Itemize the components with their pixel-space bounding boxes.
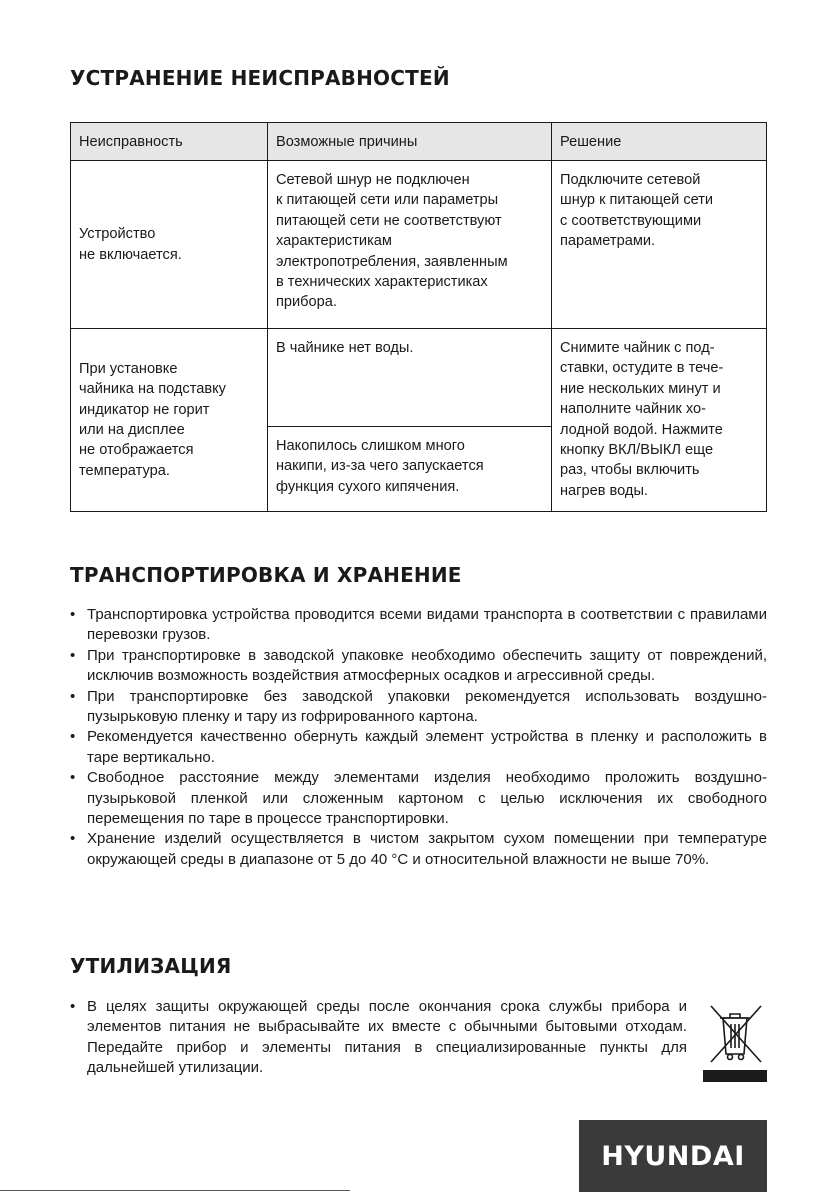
solution-cell: Подключите сетевой шнур к питающей сети с соответствующими параметрами.: [552, 161, 767, 329]
troubleshooting-table: [70, 122, 767, 512]
cause-cell: Сетевой шнур не подключен к питающей сети или параметры питающей сети не соответствуют характеристикам электропотребления, заявленным в технических характеристиках прибора.: [268, 161, 552, 329]
cause-cell: В чайнике нет воды.: [268, 329, 552, 427]
section-title-transport: ТРАНСПОРТИРОВКА И ХРАНЕНИЕ: [70, 563, 462, 587]
list-item: • Хранение изделий осуществляется в чистом закрытом сухом помещении при температуре окружающей среды в диапазоне от 5 до 40 °С и относительной влажности не выше 70%.: [70, 829, 767, 870]
footer-divider: [0, 1190, 350, 1191]
disposal-list: [70, 997, 687, 1079]
list-item: • Транспортировка устройства проводится всеми видами транспорта в соответствии с правилами перевозки грузов.: [70, 605, 767, 646]
section-title-troubleshooting: УСТРАНЕНИЕ НЕИСПРАВНОСТЕЙ: [70, 66, 450, 90]
problem-cell: Устройство не включается.: [71, 161, 268, 329]
solution-cell: Снимите чайник с под- ставки, остудите в тече- ние нескольких минут и наполните чайник хо- лодной водой. Нажмите кнопку ВКЛ/ВЫКЛ еще раз, чтобы включить нагрев воды.: [552, 329, 767, 512]
list-item: • В целях защиты окружающей среды после окончания срока службы прибора и элементов питания не выбрасывайте их вместе с обычными бытовыми отходам. Передайте прибор и элементы питания в специализированные пункты для дальнейшей утилизации.: [70, 997, 687, 1079]
table-row: [71, 329, 767, 427]
section-title-disposal: УТИЛИЗАЦИЯ: [70, 954, 232, 978]
list-item: • При транспортировке в заводской упаковке необходимо обеспечить защиту от повреждений, исключив возможность воздействия атмосферных осадков и агрессивной среды.: [70, 646, 767, 687]
brand-logo: HYUNDAI: [579, 1120, 767, 1192]
header-problem: Неисправность: [71, 123, 268, 161]
cause-cell: Накопилось слишком много накипи, из-за чего запускается функция сухого кипячения.: [268, 427, 552, 512]
header-solution: Решение: [552, 123, 767, 161]
problem-cell: При установке чайника на подставку индикатор не горит или на дисплее не отображается температура.: [71, 329, 268, 512]
header-causes: Возможные причины: [268, 123, 552, 161]
transport-list: [70, 605, 767, 870]
table-header-row: [71, 123, 767, 161]
list-item: • Свободное расстояние между элементами изделия необходимо проложить воздушно-пузырьковой пленкой или сложенным картоном с целью исключения их свободного перемещения по таре в процессе транспортировки.: [70, 768, 767, 829]
table-row: [71, 161, 767, 329]
list-item: • Рекомендуется качественно обернуть каждый элемент устройства в пленку и расположить в таре вертикально.: [70, 727, 767, 768]
list-item: • При транспортировке без заводской упаковки рекомендуется использовать воздушно-пузырьковую пленку и тару из гофрированного картона.: [70, 687, 767, 728]
weee-bin-icon: [703, 1002, 767, 1082]
